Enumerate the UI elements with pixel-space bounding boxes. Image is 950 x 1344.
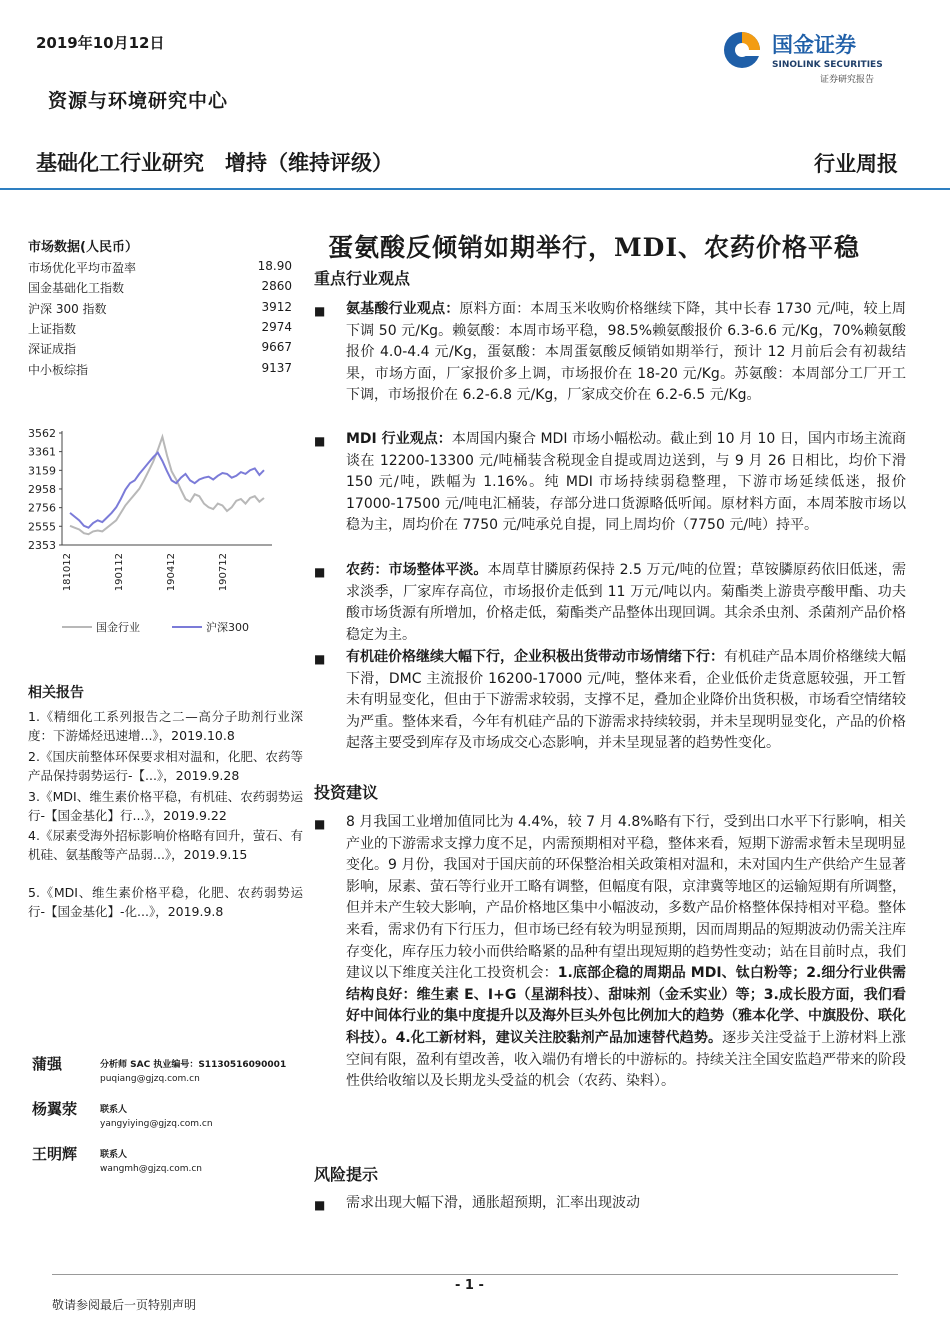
analyst-role: 分析师 SAC 执业编号：S1130516090001: [100, 1060, 287, 1070]
series-line: [70, 453, 264, 528]
key-point-amino-acid: [346, 299, 906, 429]
legend-label: 沪深300: [206, 621, 249, 634]
market-value: 9137: [261, 361, 292, 375]
market-value: 18.90: [257, 259, 292, 273]
legend-label: 国金行业: [96, 621, 140, 634]
report-date: 2019年10月12日: [36, 34, 165, 52]
y-tick-label: 3159: [28, 464, 56, 478]
footer-disclaimer: 敬请参阅最后一页特别声明: [52, 1298, 197, 1312]
key-point-text: 本周草甘膦原药保持 2.5 万元/吨的位置；草铵膦原药依旧低迷，需求淡季，厂家库存高位，市场报价走低到 11 万元/吨以内。菊酯类上游贵亭酸甲酯、功夫酸市场货源有所增加，价格走低，菊酯类产品整体出现回调。其余杀虫剂、杀菌剂产品价格稳定为主。: [346, 562, 907, 643]
analyst-name: 杨翼荥: [32, 1100, 78, 1118]
bullet-icon: ■: [314, 652, 326, 666]
related-report-item[interactable]: 2.《国庆前整体环保要求相对温和，化肥、农药等产品保持弱势运行-【...》，2019.9.28: [28, 749, 303, 784]
investment-highlights: 1.底部企稳的周期品 MDI、钛白粉等；2.细分行业供需结构良好：维生素 E、I+G（星湖科技）、甜味剂（金禾实业）等；3.成长股方面，我们看好中间体行业的集中度提升以及海外巨头外包比例加大的趋势（雅本化学、中旗股份、联化科技）。4.化工新材料，建议关注胶黏剂产品加速替代趋势。: [346, 965, 906, 1046]
y-tick-label: 3361: [28, 445, 56, 459]
y-tick-label: 2555: [28, 520, 56, 534]
related-report-item[interactable]: 1.《精细化工系列报告之二—高分子助剂行业深度：下游烯烃迅速增...》，2019.10.8: [28, 709, 303, 744]
x-tick-label: 190412: [166, 553, 177, 592]
market-label: 市场优化平均市盈率: [28, 261, 137, 275]
header-divider: [0, 188, 950, 190]
footer-divider: [52, 1274, 898, 1275]
market-row: [28, 300, 292, 317]
x-tick-label: 181012: [62, 553, 73, 592]
analyst-email[interactable]: puqiang@gjzq.com.cn: [100, 1074, 200, 1084]
key-point-heading: MDI 行业观点：: [346, 431, 452, 447]
related-reports-title: 相关报告: [28, 685, 84, 701]
section-risk: 风险提示: [314, 1165, 379, 1184]
analyst-email[interactable]: wangmh@gjzq.com.cn: [100, 1164, 203, 1174]
market-label: 国金基础化工指数: [28, 281, 125, 295]
related-report-item[interactable]: 3.《MDI、维生素价格平稳，有机硅、农药弱势运行-【国金基化】行...》，2019.9.22: [28, 789, 303, 824]
market-label: 中小板综指: [28, 363, 89, 377]
analyst-name: 蒲强: [32, 1055, 63, 1073]
y-tick-label: 2353: [28, 539, 56, 552]
section-key-views: 重点行业观点: [314, 269, 411, 288]
key-point-mdi: [346, 429, 906, 559]
key-point-heading: 氨基酸行业观点：: [346, 301, 460, 317]
industry-title: 基础化工行业研究 增持（维持评级）: [36, 151, 393, 175]
x-tick-label: 190112: [114, 553, 125, 592]
report-title: 蛋氨酸反倾销如期举行，MDI、农药价格平稳: [328, 233, 861, 262]
series-line: [70, 437, 264, 534]
related-report-item[interactable]: 4.《尿素受海外招标影响价格略有回升，萤石、有机硅、氨基酸等产品弱...》，2019.9.15: [28, 828, 303, 863]
bullet-icon: ■: [314, 304, 326, 318]
bullet-icon: ■: [314, 434, 326, 448]
page-number: - 1 -: [455, 1278, 484, 1293]
logo-en-text: SINOLINK SECURITIES: [772, 60, 883, 70]
company-logo: [722, 28, 907, 80]
risk-text: 需求出现大幅下滑，通胀超预期，汇率出现波动: [346, 1195, 640, 1211]
report-type: 行业周报: [814, 151, 898, 176]
investment-text-2: 逐步关注受益于上游材料上涨空间有限，盈利有望改善，收入端仍有增长的中游标的。持续关注全国安监趋严带来的阶段性供给收缩以及长期龙头受益的机会（农药、染料）。: [346, 1029, 906, 1090]
analyst-role: 联系人: [100, 1105, 128, 1115]
key-point-text: 本周国内聚合 MDI 市场小幅松动。截止到 10 月 10 日，国内市场主流商谈在 12200-13300 元/吨桶装含税现金自提或周边送到，与 9 月 26 日相比，均价下滑 150 元/吨，跌幅为 1.16%。纯 MDI 市场持续弱稳整理，下游市场延续低迷，报价 17000-17500 元/吨电汇桶装，存部分进口货源略低听闻。原材料方面，本周苯胺市场以稳为主，周均价在 7750 元/吨承兑自提，同上周均价（7750 元/吨）持平。: [346, 431, 906, 534]
key-point-heading: 有机硅价格继续大幅下行，企业积极出货带动市场情绪下行：: [346, 649, 724, 665]
logo-cn-text: 国金证券: [772, 33, 856, 57]
logo-subtitle: 证券研究报告: [820, 75, 875, 85]
analyst-email[interactable]: yangyiying@gjzq.com.cn: [100, 1119, 213, 1129]
market-label: 上证指数: [28, 322, 77, 336]
market-row: [28, 259, 292, 276]
market-value: 2860: [261, 279, 292, 293]
investment-text: [346, 812, 906, 1162]
key-point-pesticide: [346, 560, 906, 647]
y-tick-label: 2756: [28, 501, 56, 515]
section-investment: 投资建议: [314, 783, 379, 802]
y-tick-label: 2958: [28, 482, 56, 496]
analyst-info: [100, 1103, 213, 1131]
key-point-text: 有机硅产品本周价格继续大幅下滑，DMC 主流报价 16200-17000 元/吨，整体来看，企业低价走货意愿较强，开工暂未有明显变化，但由于下游需求较弱，支撑不足，叠加企业降价出货积极，市场看空情绪较为严重。整体来看，今年有机硅产品的下游需求持续较弱，并未呈现明显变化，产品的价格起落主要受到库存及市场成交心态影响，并未呈现显著的趋势性变化。: [346, 649, 906, 752]
investment-text-1: 8 月我国工业增加值同比为 4.4%，较 7 月 4.8%略有下行，受到出口水平下行影响，相关产业的下游需求支撑力度不足，内需预期相对平稳，整体来看，短期下游需求暂未呈现明显变化。9 月份，我国对于国庆前的环保整治相关政策相对温和，未对国内生产供给产生显著影响，尿素、萤石等行业开工略有调整，但幅度有限，京津冀等地区的运输短期有所调整，但并未产生较大影响，产品价格地区集中小幅波动，多数产品价格整体保持相对平稳。整体来看，需求仍有下行压力，但市场已经有较为明显预期，因而周期品的短期波动仍需关注库存变化，库存压力较小而供给略紧的品种有望出现短期的趋势性变动；站在目前时点，我们建议以下维度关注化工投资机会：: [346, 814, 906, 982]
market-row: [28, 279, 292, 296]
index-line-chart: [22, 420, 282, 640]
analyst-role: 联系人: [100, 1150, 128, 1160]
analyst-info: [100, 1058, 286, 1086]
analyst-info: [100, 1148, 202, 1176]
related-report-item[interactable]: 5.《MDI、维生素价格平稳，化肥、农药弱势运行-【国金基化】-化...》，2019.9.8: [28, 885, 303, 920]
bullet-icon: ■: [314, 565, 326, 579]
market-value: 2974: [261, 320, 292, 334]
bullet-icon: ■: [314, 817, 326, 831]
key-point-heading: 农药：市场整体平淡。: [346, 562, 488, 578]
analyst-name: 王明辉: [32, 1145, 78, 1163]
market-label: 深证成指: [28, 342, 77, 356]
market-data-title: 市场数据(人民币）: [28, 240, 138, 255]
market-value: 9667: [261, 340, 292, 354]
x-tick-label: 190712: [218, 553, 229, 592]
research-center: 资源与环境研究中心: [48, 90, 229, 112]
market-label: 沪深 300 指数: [28, 302, 107, 316]
bullet-icon: ■: [314, 1198, 326, 1212]
market-row: [28, 361, 292, 378]
key-point-silicone: [346, 647, 906, 777]
y-tick-label: 3562: [28, 427, 56, 440]
market-value: 3912: [261, 300, 292, 314]
key-point-text: 原料方面：本周玉米收购价格继续下降，其中长春 1730 元/吨，较上周下调 50 元/Kg。赖氨酸：本周市场平稳，98.5%赖氨酸报价 6.3-6.6 元/Kg，70%赖氨酸报价 4.0-4.4 元/Kg，蛋氨酸：本周蛋氨酸反倾销如期举行，预计 12 月前后会有初裁结果，市场方面，厂家报价多上调，市场报价在 18-20 元/Kg。苏氨酸：本周部分工厂开工下调，市场报价在 6.2-6.8 元/Kg，厂家成交价在 6.2-6.5 元/Kg。: [346, 301, 906, 404]
market-row: [28, 320, 292, 337]
market-row: [28, 340, 292, 357]
